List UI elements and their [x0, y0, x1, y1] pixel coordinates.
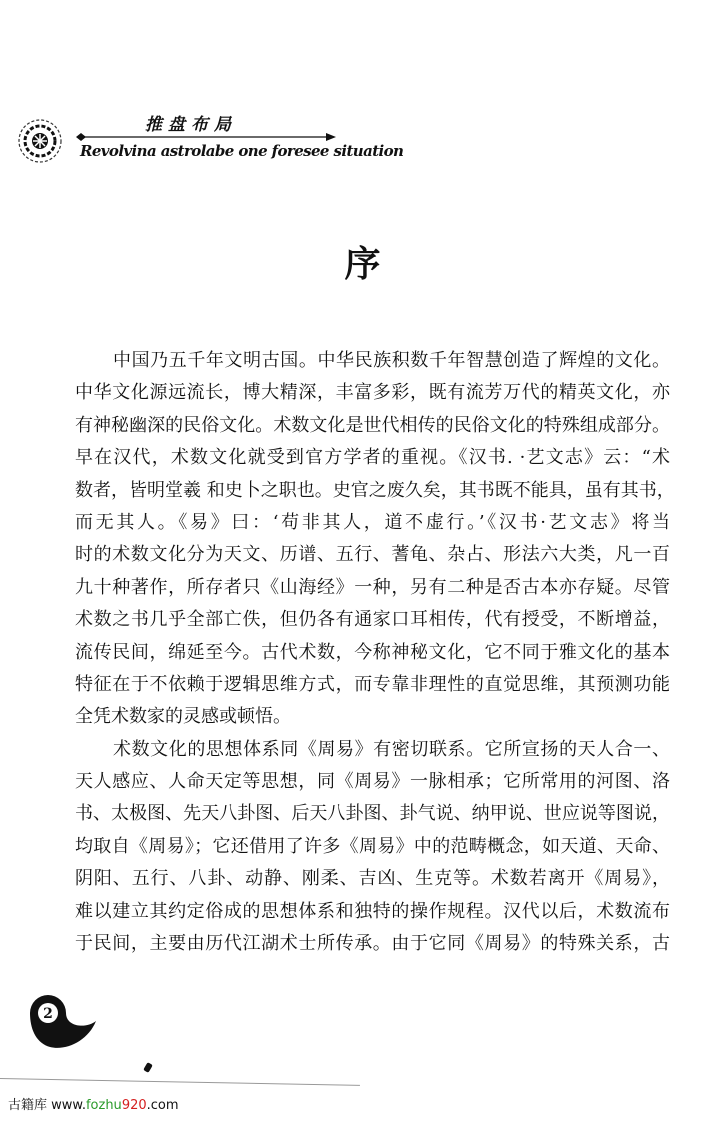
text-line: 全凭术数家的灵感或顿悟。	[75, 706, 291, 728]
text-line: 流传民间，绵延至今。古代术数，今称神秘文化，它不同于雅文化的基本	[75, 641, 670, 663]
watermark-prefix: 古籍库 www.	[8, 1098, 86, 1113]
chapter-title-en: Revolvina astrolabe one foresee situation	[80, 142, 404, 160]
text-line: 书、太极图、先天八卦图、后天八卦图、卦气说、纳甲说、世应说等图说，	[75, 803, 670, 825]
text-line: 而无其人。《易》曰：‘苟非其人，道不虚行。’《汉书·艺文志》将当	[75, 511, 670, 533]
text-line: 均取自《周易》；它还借用了许多《周易》中的范畴概念，如天道、天命、	[75, 835, 670, 857]
text-line: 数者，皆明堂羲 和史卜之职也。史官之废久矣，其书既不能具，虽有其书，	[75, 479, 675, 501]
text-line: 中华文化源远流长，博大精深，丰富多彩，既有流芳万代的精英文化，亦	[75, 382, 670, 404]
watermark-red: 920	[121, 1098, 147, 1113]
watermark-green: fozhu	[85, 1098, 122, 1113]
astrolabe-logo-icon	[17, 118, 63, 164]
text-line: 阴阳、五行、八卦、动静、刚柔、吉凶、生克等。术数若离开《周易》，	[75, 868, 670, 890]
text-line: 特征在于不依赖于逻辑思维方式，而专靠非理性的直觉思维，其预测功能	[75, 673, 670, 695]
text-line: 有神秘幽深的民俗文化。术数文化是世代相传的民俗文化的特殊组成部分。	[75, 414, 670, 436]
page-number-yinyang-icon	[26, 993, 116, 1053]
watermark-suffix: .com	[146, 1098, 179, 1113]
text-line: 九十种著作，所存者只《山海经》一种，另有二种是否古本亦存疑。尽管	[75, 576, 670, 598]
body-text	[75, 345, 675, 960]
text-line: 时的术数文化分为天文、历谱、五行、蓍龟、杂占、形法六大类，凡一百	[75, 544, 670, 566]
text-line: 中国乃五千年文明古国。中华民族积数千年智慧创造了辉煌的文化。	[113, 350, 670, 371]
text-line: 术数之书几乎全部亡佚，但仍各有通家口耳相传，代有授受，不断增益，	[75, 609, 670, 631]
text-line: 术数文化的思想体系同《周易》有密切联系。它所宣扬的天人合一、	[113, 738, 670, 760]
chapter-title-cn: 推盘布局	[145, 115, 237, 135]
text-line: 天人感应、人命天定等思想，同《周易》一脉相承；它所常用的河图、洛	[75, 771, 670, 793]
scan-speck	[143, 1062, 153, 1073]
scan-edge-line	[0, 1078, 360, 1086]
watermark	[8, 1094, 179, 1113]
text-line: 难以建立其约定俗成的思想体系和独特的操作规程。汉代以后，术数流布	[75, 900, 670, 922]
page-number: 2	[43, 1006, 53, 1022]
page-title: 序	[344, 243, 381, 285]
text-line: 于民间，主要由历代江湖术士所传承。由于它同《周易》的特殊关系，古	[75, 933, 670, 955]
text-line: 早在汉代，术数文化就受到官方学者的重视。《汉书. ·艺文志》云：“术	[75, 447, 670, 469]
